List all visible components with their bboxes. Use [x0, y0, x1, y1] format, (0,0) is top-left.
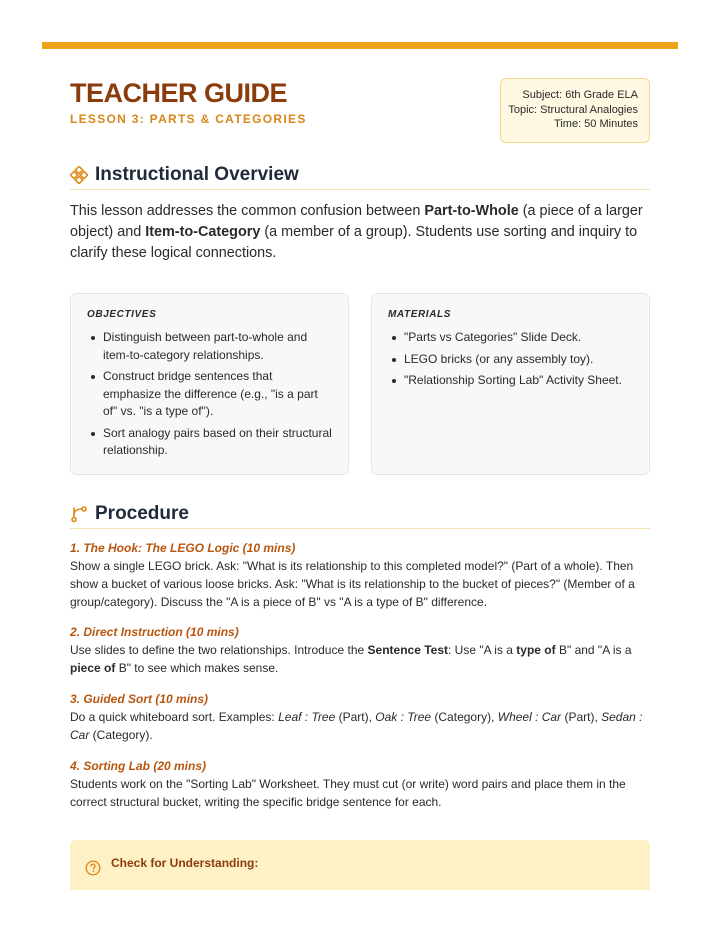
list-item: "Relationship Sorting Lab" Activity Sheet.	[388, 372, 633, 390]
list-item: Sort analogy pairs based on their structural relationship.	[87, 425, 332, 460]
step-title: 4. Sorting Lab (20 mins)	[70, 759, 207, 773]
objectives-card	[70, 293, 349, 475]
step-text: Students work on the "Sorting Lab" Worksheet. They must cut (or write) word pairs and place them in the correct structural bucket, writing the specific bridge sentence for each.	[70, 777, 626, 809]
procedure-step-4	[70, 758, 650, 811]
step-title: 1. The Hook: The LEGO Logic (10 mins)	[70, 541, 296, 555]
top-accent-bar	[42, 42, 678, 49]
list-item: LEGO bricks (or any assembly toy).	[388, 351, 633, 369]
question-circle-icon	[85, 860, 101, 876]
procedure-section-header	[70, 503, 650, 529]
page-title: TEACHER GUIDE	[70, 78, 288, 108]
materials-list	[388, 329, 633, 390]
procedure-step-3	[70, 691, 650, 744]
overview-heading: Instructional Overview	[95, 164, 299, 185]
list-item: Distinguish between part-to-whole and item-to-category relationships.	[87, 329, 332, 364]
meta-topic: Topic: Structural Analogies	[508, 103, 638, 116]
diamond-grid-icon	[70, 166, 88, 184]
meta-time: Time: 50 Minutes	[554, 118, 638, 130]
procedure-step-1	[70, 540, 650, 611]
lesson-subtitle: LESSON 3: PARTS & CATEGORIES	[70, 112, 307, 126]
objectives-label: OBJECTIVES	[87, 309, 157, 320]
procedure-heading: Procedure	[95, 503, 189, 524]
step-title: 3. Guided Sort (10 mins)	[70, 692, 209, 706]
overview-section-header	[70, 164, 650, 190]
branch-icon	[70, 505, 88, 523]
check-for-understanding-box	[70, 840, 650, 890]
meta-subject: Subject: 6th Grade ELA	[522, 89, 638, 101]
step-text: Show a single LEGO brick. Ask: "What is its relationship to this completed model?" (Part of a whole). Then show a bucket of various loose bricks. Ask: "What is its relationship to the bucket of pieces?" (Member of a group/category). Discuss the "A is a piece of B" vs "A is a type of B" difference.	[70, 559, 635, 609]
overview-intro: This lesson addresses the common confusion between Part-to-Whole (a piece of a larger object) and Item-to-Category (a member of a group). Students use sorting and inquiry to clarify these logical connections.	[70, 203, 643, 261]
step-text: Use slides to define the two relationships. Introduce the Sentence Test: Use "A is a type of B" and "A is a piece of B" to see which makes sense.	[70, 643, 632, 675]
objectives-list	[87, 329, 332, 460]
step-text: Do a quick whiteboard sort. Examples: Leaf : Tree (Part), Oak : Tree (Category), Wheel : Car (Part), Sedan : Car (Category).	[70, 710, 643, 742]
check-label: Check for Understanding:	[111, 856, 259, 870]
list-item: Construct bridge sentences that emphasize the difference (e.g., "is a part of" vs. "is a type of").	[87, 368, 332, 421]
materials-card	[371, 293, 650, 475]
step-title: 2. Direct Instruction (10 mins)	[70, 625, 239, 639]
materials-label: MATERIALS	[388, 309, 451, 320]
list-item: "Parts vs Categories" Slide Deck.	[388, 329, 633, 347]
lesson-meta-box	[500, 78, 650, 143]
procedure-step-2	[70, 624, 650, 677]
